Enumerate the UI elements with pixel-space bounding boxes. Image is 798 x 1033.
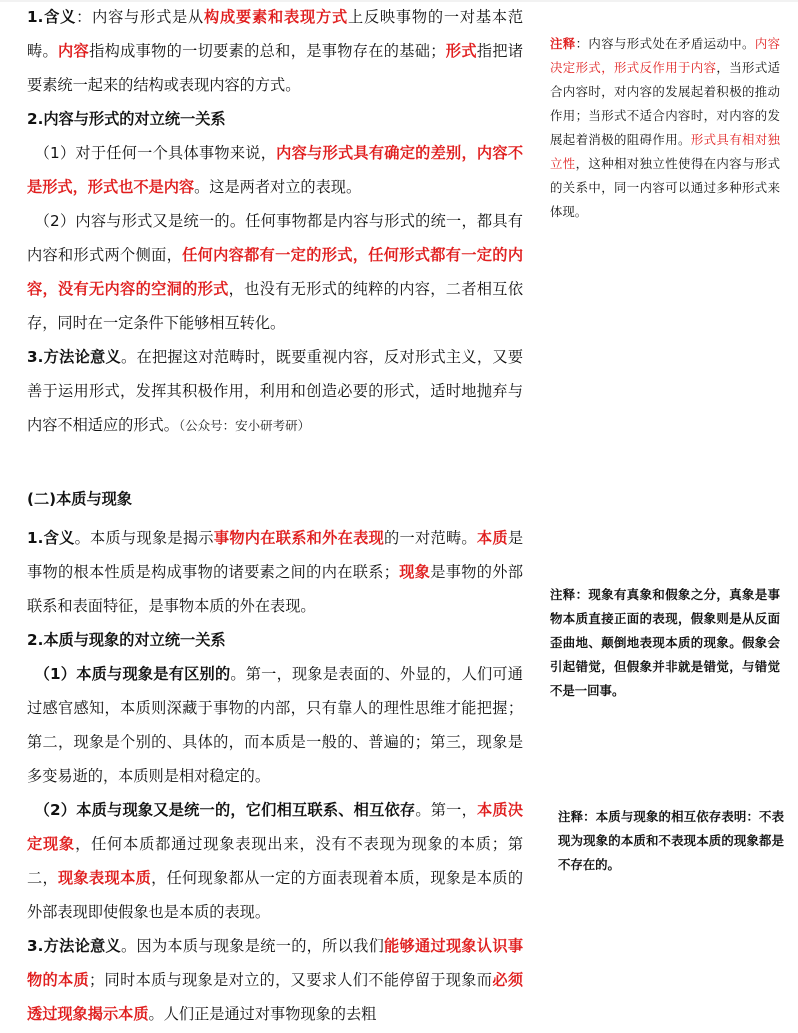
s2-difference-paragraph: （1）本质与现象是有区别的。第一，现象是表面的、外显的，人们可通过感官感知，本质则深藏于事物的内部，只有靠人的理性思维才能把握；第二，现象是个别的、具体的，而本质是一般的、普遍的；第三，现象是多变易逝的，本质则是相对稳定的。 — [27, 665, 523, 785]
s2-method-paragraph: 3.方法论意义。因为本质与现象是统一的，所以我们能够通过现象认识事物的本质；同时本质与现象是对立的，又要求人们不能停留于现象而必须透过现象揭示本质。人们正是通过对事物现象的去粗 — [27, 937, 524, 1023]
main-text-column — [27, 0, 523, 1031]
side-note-content-form: 注释：内容与形式处在矛盾运动中。内容决定形式，形式反作用于内容，当形式适合内容时，对内容的发展起着积极的推动作用；当形式不适合内容时，对内容的发展起着消极的阻碍作用。形式具有相对独立性，这种相对独立性使得在内容与形式的关系中，同一内容可以通过多种形式来体现。 — [550, 36, 781, 219]
source-note: （公众号：安小研考研） — [178, 418, 311, 433]
s1-method-paragraph: 3.方法论意义。在把握这对范畴时，既要重视内容，反对形式主义，又要善于运用形式，发挥其积极作用，利用和创造必要的形式，适时地抛弃与内容不相适应的形式。（公众号：安小研考研） — [27, 348, 524, 434]
side-note-interdependence: 注释：本质与现象的相互依存表明：不表现为现象的本质和不表现本质的现象都是不存在的。 — [558, 809, 785, 872]
s2-unity-paragraph: （2）本质与现象又是统一的，它们相互联系、相互依存。第一，本质决定现象，任何本质都通过现象表现出来，没有不表现为现象的本质；第二，现象表现本质，任何现象都从一定的方面表现着本质，现象是本质的外部表现即使假象也是本质的表现。 — [27, 801, 524, 921]
s1-meaning-paragraph: 1.含义：内容与形式是从构成要素和表现方式上反映事物的一对基本范畴。内容指构成事物的一切要素的总和，是事物存在的基础；形式指把诸要素统一起来的结构或表现内容的方式。 — [27, 8, 524, 94]
s2-meaning-paragraph: 1.含义。本质与现象是揭示事物内在联系和外在表现的一对范畴。本质是事物的根本性质是构成事物的诸要素之间的内在联系；现象是事物的外部联系和表面特征，是事物本质的外在表现。 — [27, 529, 524, 615]
s1-unity-paragraph: （2）内容与形式又是统一的。任何事物都是内容与形式的统一，都具有内容和形式两个侧面，任何内容都有一定的形式，任何形式都有一定的内容，没有无内容的空洞的形式，也没有无形式的纯粹的内容，二者相互依存，同时在一定条件下能够相互转化。 — [27, 212, 524, 332]
side-note-appearance-types: 注释：现象有真象和假象之分，真象是事物本质直接正面的表现，假象则是从反面歪曲地、颠倒地表现本质的现象。假象会引起错觉，但假象并非就是错觉，与错觉不是一回事。 — [550, 587, 781, 698]
s2-section-title: (二)本质与现象 — [27, 490, 133, 508]
section-gap — [27, 443, 523, 477]
s2-relation-heading: 2.本质与现象的对立统一关系 — [27, 631, 226, 649]
s1-difference-paragraph: （1）对于任何一个具体事物来说，内容与形式具有确定的差别，内容不是形式，形式也不是内容。这是两者对立的表现。 — [27, 144, 524, 196]
s1-relation-heading: 2.内容与形式的对立统一关系 — [27, 110, 226, 128]
